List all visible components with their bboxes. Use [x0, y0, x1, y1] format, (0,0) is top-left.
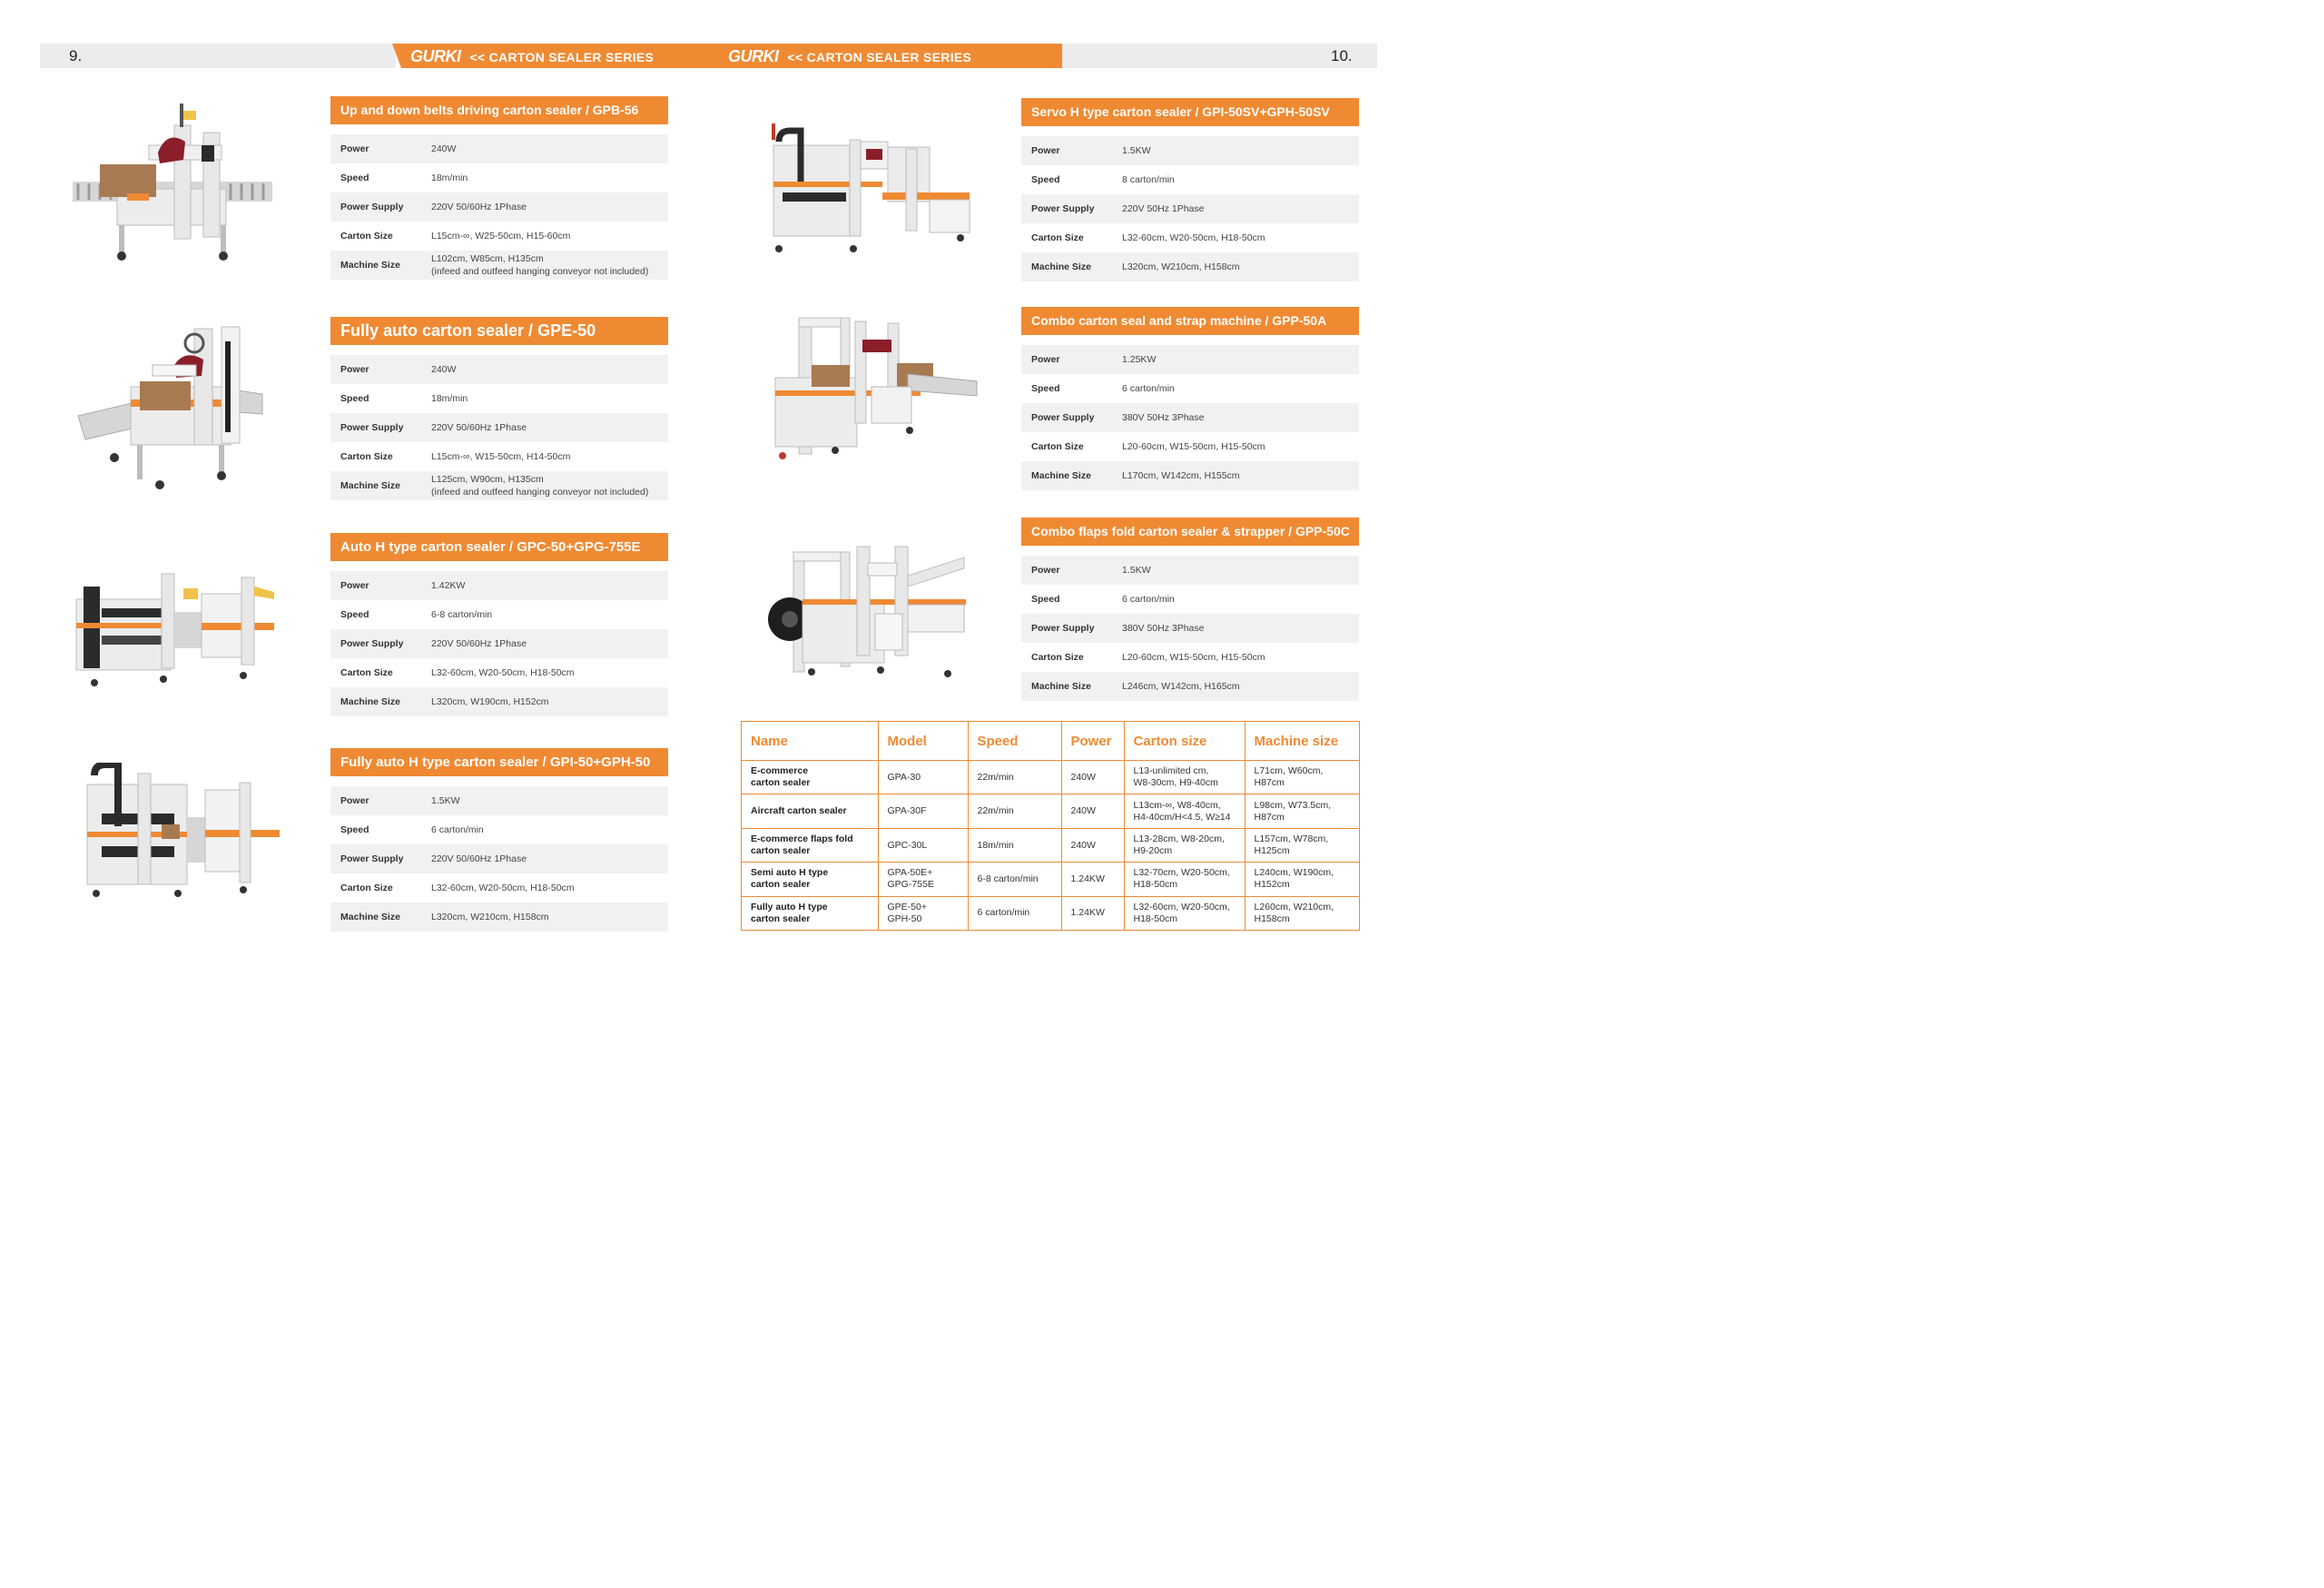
spec-value: 1.42KW	[431, 580, 466, 591]
spec-value: 1.5KW	[431, 795, 460, 806]
cell-line: GPG-755E	[887, 879, 934, 891]
spec-value: L15cm-∞, W25-50cm, H15-60cm	[431, 231, 571, 242]
cell-speed: 22m/min	[968, 794, 1061, 828]
spec-value: 220V 50Hz 1Phase	[1122, 203, 1205, 214]
cell-speed: 6 carton/min	[968, 896, 1061, 930]
spec-label: Speed	[340, 393, 369, 404]
spec-row-power-supply	[330, 629, 668, 658]
cell-line: H4-40cm/H<4.5, W≥14	[1133, 811, 1231, 823]
cell-carton-size	[1124, 794, 1245, 828]
cell-line: H125cm	[1254, 845, 1290, 857]
spec-row-machine-size	[1021, 252, 1359, 281]
series-label: << CARTON SEALER SERIES	[469, 49, 655, 64]
spec-value: L170cm, W142cm, H155cm	[1122, 470, 1240, 481]
spec-row-power	[1021, 136, 1359, 165]
column-header: Model	[878, 722, 968, 761]
spec-label: Power Supply	[1031, 412, 1095, 423]
spec-value: 380V 50Hz 3Phase	[1122, 412, 1205, 423]
spec-row-power-supply	[330, 844, 668, 873]
spec-row-speed	[330, 600, 668, 629]
spec-value: L320cm, W210cm, H158cm	[431, 912, 549, 922]
cell-line: H18-50cm	[1133, 912, 1177, 924]
spec-label: Power	[1031, 354, 1060, 365]
spec-value: 1.5KW	[1122, 565, 1151, 576]
spec-row-carton-size	[330, 658, 668, 687]
spec-row-machine-size	[1021, 672, 1359, 701]
cell-carton-size	[1124, 863, 1245, 896]
product-title: Auto H type carton sealer / GPC-50+GPG-755E	[330, 533, 668, 561]
spec-value: L320cm, W190cm, H152cm	[431, 696, 549, 707]
spec-value: 1.5KW	[1122, 145, 1151, 156]
table-row	[742, 828, 1359, 862]
spec-label: Machine Size	[340, 696, 400, 707]
spec-value: 240W	[431, 364, 457, 375]
spec-label: Carton Size	[1031, 652, 1084, 663]
spec-label: Power Supply	[1031, 623, 1095, 634]
cell-line: L157cm, W78cm,	[1254, 833, 1329, 845]
cell-power: 1.24KW	[1061, 896, 1124, 930]
spec-row-power	[1021, 345, 1359, 374]
machine-image-gpp-50c	[766, 543, 971, 679]
spec-block-gpi-50sv-gph-50sv	[1021, 98, 1359, 281]
cell-machine-size	[1245, 794, 1359, 828]
cell-name	[742, 896, 878, 930]
spec-row-carton-size	[1021, 432, 1359, 461]
cell-line: H87cm	[1254, 777, 1285, 789]
cell-name	[742, 794, 878, 828]
spec-value: 6 carton/min	[1122, 383, 1175, 394]
spec-value: 220V 50/60Hz 1Phase	[431, 638, 527, 649]
cell-power: 240W	[1061, 761, 1124, 794]
spec-value: 18m/min	[431, 393, 468, 404]
cell-speed: 6-8 carton/min	[968, 863, 1061, 896]
spec-block-gpp-50c	[1021, 518, 1359, 701]
spec-label: Machine Size	[340, 912, 400, 922]
spec-value: 380V 50Hz 3Phase	[1122, 623, 1205, 634]
cell-speed: 18m/min	[968, 828, 1061, 862]
cell-line: H9-20cm	[1133, 845, 1173, 857]
cell-power: 240W	[1061, 794, 1124, 828]
spec-value: 1.25KW	[1122, 354, 1157, 365]
cell-line: H152cm	[1254, 879, 1290, 891]
spec-row-carton-size	[1021, 223, 1359, 252]
spec-row-power-supply	[1021, 403, 1359, 432]
table-header-row	[742, 722, 1359, 761]
spec-value: 6-8 carton/min	[431, 609, 493, 620]
cell-line: GPA-30F	[887, 805, 927, 817]
spec-row-carton-size	[330, 222, 668, 251]
column-header: Machine size	[1245, 722, 1359, 761]
spec-value: 220V 50/60Hz 1Phase	[431, 202, 527, 212]
product-title: Combo flaps fold carton sealer & strapper / GPP-50C	[1021, 518, 1359, 546]
spec-label: Power Supply	[340, 638, 404, 649]
spec-label: Carton Size	[340, 883, 393, 893]
spec-row-power	[330, 571, 668, 600]
cell-line: carton sealer	[751, 912, 811, 924]
cell-line: H87cm	[1254, 811, 1285, 823]
spec-label: Carton Size	[340, 231, 393, 242]
cell-line: GPC-30L	[887, 839, 928, 851]
product-title: Servo H type carton sealer / GPI-50SV+GPH-50SV	[1021, 98, 1359, 126]
header-bar-right	[1059, 44, 1377, 68]
spec-row-speed	[1021, 585, 1359, 614]
spec-row-power	[330, 786, 668, 815]
machine-image-gpp-50a	[772, 312, 979, 461]
cell-model	[878, 761, 968, 794]
cell-machine-size	[1245, 828, 1359, 862]
cell-model	[878, 794, 968, 828]
machine-size-value: L125cm, W90cm, H135cm	[431, 474, 544, 485]
page-number-left: 9.	[69, 47, 83, 64]
spec-value	[431, 473, 668, 498]
cell-line: L260cm, W210cm,	[1254, 901, 1334, 912]
spec-value: 8 carton/min	[1122, 174, 1175, 185]
spec-row-machine-size	[330, 471, 668, 500]
spec-block-gpb-56	[330, 96, 668, 280]
spec-value: 18m/min	[431, 173, 468, 183]
cell-line: carton sealer	[751, 777, 811, 789]
spec-label: Carton Size	[1031, 232, 1084, 243]
spec-label: Machine Size	[340, 480, 400, 491]
spec-value: L15cm-∞, W15-50cm, H14-50cm	[431, 451, 571, 462]
spec-label: Speed	[340, 824, 369, 835]
machine-image-gpi-50-gph-50	[78, 763, 283, 901]
cell-line: E-commerce flaps fold	[751, 833, 853, 845]
machine-size-note: (infeed and outfeed hanging conveyor not included)	[431, 487, 649, 498]
cell-model	[878, 863, 968, 896]
spec-row-speed	[1021, 374, 1359, 403]
cell-line: GPA-50E+	[887, 867, 933, 879]
spec-label: Carton Size	[340, 667, 393, 678]
spec-value: L32-60cm, W20-50cm, H18-50cm	[431, 883, 575, 893]
cell-carton-size	[1124, 828, 1245, 862]
cell-line: E-commerce	[751, 765, 809, 777]
cell-model	[878, 828, 968, 862]
spec-row-power	[1021, 556, 1359, 585]
spec-row-power	[330, 355, 668, 384]
machine-image-gpe-50	[76, 323, 267, 492]
cell-machine-size	[1245, 761, 1359, 794]
table-row	[742, 896, 1359, 930]
cell-power: 240W	[1061, 828, 1124, 862]
spec-label: Power	[1031, 565, 1060, 576]
cell-name	[742, 761, 878, 794]
cell-line: L13-28cm, W8-20cm,	[1133, 833, 1225, 845]
column-header: Carton size	[1124, 722, 1245, 761]
page-number-right: 10.	[1331, 47, 1353, 64]
cell-line: Aircraft carton sealer	[751, 805, 847, 817]
cell-line: H158cm	[1254, 912, 1290, 924]
spec-value: 220V 50/60Hz 1Phase	[431, 853, 527, 864]
series-label: << CARTON SEALER SERIES	[787, 49, 972, 64]
column-header: Name	[742, 722, 878, 761]
machine-image-gpb-56	[67, 98, 278, 266]
spec-block-gpp-50a	[1021, 307, 1359, 490]
spec-row-power-supply	[1021, 194, 1359, 223]
product-title: Fully auto carton sealer / GPE-50	[330, 317, 668, 345]
spec-label: Power	[340, 364, 369, 375]
spec-value: L20-60cm, W15-50cm, H15-50cm	[1122, 441, 1265, 452]
spec-value: L20-60cm, W15-50cm, H15-50cm	[1122, 652, 1265, 663]
spec-block-gpi-50-gph-50	[330, 748, 668, 932]
spec-label: Machine Size	[1031, 470, 1091, 481]
spec-value: L246cm, W142cm, H165cm	[1122, 681, 1240, 692]
cell-line: L240cm, W190cm,	[1254, 867, 1334, 879]
cell-name	[742, 828, 878, 862]
spec-row-carton-size	[1021, 643, 1359, 672]
spec-label: Speed	[340, 609, 369, 620]
spec-row-power	[330, 134, 668, 163]
cell-line: L32-60cm, W20-50cm,	[1133, 901, 1230, 912]
spec-label: Machine Size	[1031, 681, 1091, 692]
cell-line: GPE-50+	[887, 901, 927, 912]
cell-line: carton sealer	[751, 845, 811, 857]
machine-image-gpc-50-gpg-755e	[74, 568, 280, 690]
spec-value: L32-60cm, W20-50cm, H18-50cm	[1122, 232, 1265, 243]
cell-line: L98cm, W73.5cm,	[1254, 799, 1332, 811]
spec-label: Speed	[1031, 594, 1060, 605]
spec-label: Power Supply	[1031, 203, 1095, 214]
spec-row-carton-size	[330, 873, 668, 902]
spec-value: 6 carton/min	[431, 824, 484, 835]
table-row	[742, 761, 1359, 794]
cell-model	[878, 896, 968, 930]
spec-row-speed	[1021, 165, 1359, 194]
spec-row-speed	[330, 384, 668, 413]
spec-row-machine-size	[330, 687, 668, 716]
table-row	[742, 794, 1359, 828]
spec-value: 220V 50/60Hz 1Phase	[431, 422, 527, 433]
spec-label: Speed	[340, 173, 369, 183]
spec-label: Speed	[1031, 383, 1060, 394]
spec-row-speed	[330, 163, 668, 192]
cell-name	[742, 863, 878, 896]
spec-label: Power	[340, 795, 369, 806]
spec-label: Power Supply	[340, 422, 404, 433]
machine-size-note: (infeed and outfeed hanging conveyor not included)	[431, 266, 649, 277]
spec-value: 6 carton/min	[1122, 594, 1175, 605]
cell-speed: 22m/min	[968, 761, 1061, 794]
cell-line: H18-50cm	[1133, 879, 1177, 891]
header-title-left	[410, 47, 654, 66]
cell-line: L71cm, W60cm,	[1254, 765, 1324, 777]
spec-label: Carton Size	[340, 451, 393, 462]
cell-carton-size	[1124, 761, 1245, 794]
cell-line: GPH-50	[887, 912, 922, 924]
cell-line: carton sealer	[751, 879, 811, 891]
cell-line: W8-30cm, H9-40cm	[1133, 777, 1218, 789]
table-row	[742, 863, 1359, 896]
comparison-table	[741, 721, 1360, 931]
spec-row-speed	[330, 815, 668, 844]
spec-label: Machine Size	[1031, 261, 1091, 272]
header-bar-left	[40, 44, 396, 68]
spec-value	[431, 252, 668, 278]
spec-label: Machine Size	[340, 260, 400, 271]
column-header: Power	[1061, 722, 1124, 761]
brand-logo: GURKI	[728, 47, 779, 65]
spec-label: Power	[340, 143, 369, 154]
spec-block-gpe-50	[330, 317, 668, 500]
machine-image-gpi-50sv-gph-50sv	[770, 122, 973, 254]
spec-row-machine-size	[1021, 461, 1359, 490]
cell-power: 1.24KW	[1061, 863, 1124, 896]
header-title-right	[728, 47, 971, 66]
spec-row-power-supply	[330, 192, 668, 222]
spec-label: Power	[340, 580, 369, 591]
cell-machine-size	[1245, 863, 1359, 896]
spec-row-power-supply	[1021, 614, 1359, 643]
spec-block-gpc-50-gpg-755e	[330, 533, 668, 716]
cell-line: L13cm-∞, W8-40cm,	[1133, 799, 1221, 811]
product-title: Fully auto H type carton sealer / GPI-50+GPH-50	[330, 748, 668, 776]
machine-size-value: L102cm, W85cm, H135cm	[431, 253, 544, 264]
spec-value: 240W	[431, 143, 457, 154]
spec-row-power-supply	[330, 413, 668, 442]
spec-row-carton-size	[330, 442, 668, 471]
spec-row-machine-size	[330, 902, 668, 932]
spec-value: L32-60cm, W20-50cm, H18-50cm	[431, 667, 575, 678]
cell-line: GPA-30	[887, 771, 921, 783]
cell-line: L32-70cm, W20-50cm,	[1133, 867, 1230, 879]
spec-label: Power	[1031, 145, 1060, 156]
spec-label: Speed	[1031, 174, 1060, 185]
spec-label: Power Supply	[340, 853, 404, 864]
cell-carton-size	[1124, 896, 1245, 930]
brand-logo: GURKI	[410, 47, 461, 65]
product-title: Combo carton seal and strap machine / GPP-50A	[1021, 307, 1359, 335]
spec-label: Power Supply	[340, 202, 404, 212]
spec-row-machine-size	[330, 251, 668, 280]
cell-machine-size	[1245, 896, 1359, 930]
spec-label: Carton Size	[1031, 441, 1084, 452]
column-header: Speed	[968, 722, 1061, 761]
spec-value: L320cm, W210cm, H158cm	[1122, 261, 1240, 272]
product-title: Up and down belts driving carton sealer / GPB-56	[330, 96, 668, 124]
cell-line: Semi auto H type	[751, 867, 829, 879]
cell-line: Fully auto H type	[751, 901, 828, 912]
cell-line: L13-unlimited cm,	[1133, 765, 1209, 777]
